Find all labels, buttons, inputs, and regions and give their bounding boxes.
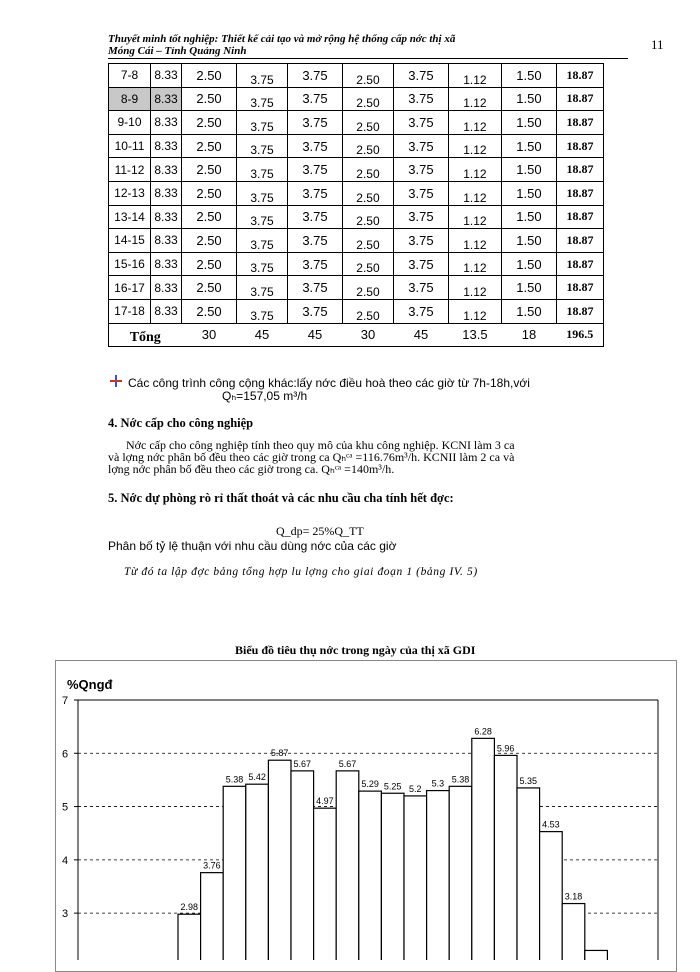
data-label: 3.18 xyxy=(564,891,583,902)
value-cell: 3.75 xyxy=(393,87,448,111)
value-cell: 2.50 xyxy=(343,111,394,135)
y-axis-label: %Qngđ xyxy=(67,677,113,692)
value-cell: 3.75 xyxy=(237,158,288,182)
value-cell: 3.75 xyxy=(287,158,342,182)
value-cell: 3.75 xyxy=(393,64,448,88)
y-tick-label: 6 xyxy=(62,748,69,761)
data-label: 5.67 xyxy=(293,758,312,769)
total-cell: 18.87 xyxy=(557,205,604,229)
total-cell: 18.87 xyxy=(557,252,604,276)
value-cell: 2.50 xyxy=(182,181,237,205)
y-tick-label: 3 xyxy=(62,908,69,921)
hour-cell: 16-17 xyxy=(109,276,151,300)
value-cell: 1.50 xyxy=(501,64,556,88)
value-cell: 2.50 xyxy=(343,276,394,300)
value-cell: 3.75 xyxy=(287,111,342,135)
value-cell: 1.50 xyxy=(501,252,556,276)
total-cell: 18.87 xyxy=(557,158,604,182)
value-cell: 2.50 xyxy=(343,181,394,205)
value-cell: 1.12 xyxy=(448,205,501,229)
sum-cell: 45 xyxy=(287,323,342,346)
section-5-heading: 5. Nớc dự phòng rò rỉ thất thoát và các nhu cầu cha tính hết đợc: xyxy=(108,491,454,505)
data-label: 4.97 xyxy=(316,796,334,807)
bar xyxy=(404,796,427,960)
value-cell: 3.75 xyxy=(237,134,288,158)
value-cell: 2.50 xyxy=(182,64,237,88)
bar xyxy=(562,904,585,960)
value-cell: 2.50 xyxy=(343,299,394,323)
bar xyxy=(268,760,291,960)
value-cell: 2.50 xyxy=(343,87,394,111)
bar xyxy=(178,914,201,960)
value-cell: 3.75 xyxy=(393,134,448,158)
value-cell: 3.75 xyxy=(287,205,342,229)
data-label: 2.98 xyxy=(180,902,199,913)
bar xyxy=(336,771,359,960)
value-cell: 3.75 xyxy=(393,181,448,205)
value-cell: 3.75 xyxy=(237,252,288,276)
value-cell: 3.75 xyxy=(287,229,342,253)
total-label: Tổng xyxy=(109,323,182,346)
header-line-1: Thuyết minh tốt nghiệp: Thiết kế cải tạo và mở rộng hệ thống cấp nớc thị xã xyxy=(108,33,456,45)
q-cell: 8.33 xyxy=(151,111,182,135)
data-label: 3.76 xyxy=(203,860,221,871)
bar xyxy=(359,791,382,960)
q-cell: 8.33 xyxy=(151,158,182,182)
data-label: 5.38 xyxy=(225,774,244,785)
data-label: 5.96 xyxy=(496,743,515,754)
sum-cell: 45 xyxy=(237,323,288,346)
chart-title: Biểu đồ tiêu thụ nớc trong ngày của thị xã GDI xyxy=(235,643,476,657)
bullet-line-1: Các công trình công cộng khác:lấy nớc điều hoà theo các giờ từ 7h-18h,với xyxy=(128,376,530,390)
hour-cell: 14-15 xyxy=(109,229,151,253)
bar xyxy=(540,832,563,960)
bar xyxy=(246,784,269,960)
value-cell: 3.75 xyxy=(393,205,448,229)
data-label: 5.67 xyxy=(338,758,357,769)
value-cell: 2.50 xyxy=(343,134,394,158)
data-label: 5.3 xyxy=(431,778,445,789)
formula: Q_dp= 25%Q_TT xyxy=(276,524,364,538)
hour-cell: 15-16 xyxy=(109,252,151,276)
y-tick-label: 7 xyxy=(62,695,69,707)
data-label: 5.87 xyxy=(270,748,289,759)
total-cell: 18.87 xyxy=(557,134,604,158)
value-cell: 3.75 xyxy=(393,229,448,253)
q-cell: 8.33 xyxy=(151,205,182,229)
data-label: 5.25 xyxy=(383,781,402,792)
value-cell: 1.50 xyxy=(501,181,556,205)
bar xyxy=(314,808,337,960)
data-label: 5.42 xyxy=(248,772,266,783)
bar xyxy=(223,786,246,960)
hour-cell: 10-11 xyxy=(109,134,151,158)
value-cell: 3.75 xyxy=(287,252,342,276)
value-cell: 1.50 xyxy=(501,229,556,253)
bar xyxy=(381,793,404,960)
value-cell: 2.50 xyxy=(343,158,394,182)
hour-cell: 9-10 xyxy=(109,111,151,135)
total-cell: 18.87 xyxy=(557,111,604,135)
y-tick-label: 5 xyxy=(62,801,69,814)
value-cell: 3.75 xyxy=(237,181,288,205)
value-cell: 1.50 xyxy=(501,111,556,135)
section-5-line-1: Phân bố tỷ lệ thuận với nhu cầu dùng nớc của các giờ xyxy=(108,539,397,553)
data-label: 6.28 xyxy=(474,726,492,737)
value-cell: 3.75 xyxy=(237,64,288,88)
value-cell: 3.75 xyxy=(393,158,448,182)
value-cell: 1.50 xyxy=(501,299,556,323)
total-cell: 18.87 xyxy=(557,64,604,88)
value-cell: 1.50 xyxy=(501,205,556,229)
value-cell: 3.75 xyxy=(287,181,342,205)
total-cell: 18.87 xyxy=(557,299,604,323)
data-label: 5.2 xyxy=(409,783,422,794)
q-cell: 8.33 xyxy=(151,134,182,158)
grand-total: 196.5 xyxy=(557,323,604,346)
value-cell: 3.75 xyxy=(237,111,288,135)
value-cell: 1.50 xyxy=(501,158,556,182)
value-cell: 2.50 xyxy=(182,87,237,111)
value-cell: 3.75 xyxy=(287,299,342,323)
sum-cell: 30 xyxy=(343,323,394,346)
page-number: 11 xyxy=(651,37,664,52)
value-cell: 1.12 xyxy=(448,299,501,323)
bar xyxy=(585,950,608,960)
value-cell: 3.75 xyxy=(237,299,288,323)
bar xyxy=(427,791,450,960)
value-cell: 2.50 xyxy=(182,134,237,158)
hour-cell: 13-14 xyxy=(109,205,151,229)
value-cell: 2.50 xyxy=(343,252,394,276)
sum-cell: 45 xyxy=(393,323,448,346)
value-cell: 1.12 xyxy=(448,229,501,253)
hour-cell: 17-18 xyxy=(109,299,151,323)
value-cell: 2.50 xyxy=(182,205,237,229)
value-cell: 3.75 xyxy=(393,111,448,135)
section-4-heading: 4. Nớc cấp cho công nghiệp xyxy=(108,416,254,430)
value-cell: 3.75 xyxy=(393,276,448,300)
hour-cell: 12-13 xyxy=(109,181,151,205)
q-cell: 8.33 xyxy=(151,181,182,205)
value-cell: 2.50 xyxy=(182,229,237,253)
bar xyxy=(449,786,472,960)
value-cell: 1.12 xyxy=(448,87,501,111)
value-cell: 3.75 xyxy=(287,64,342,88)
header-line-2: Móng Cái – Tỉnh Quảng Ninh xyxy=(108,45,247,57)
value-cell: 2.50 xyxy=(343,229,394,253)
value-cell: 1.12 xyxy=(448,252,501,276)
hour-cell: 7-8 xyxy=(109,64,151,88)
sum-cell: 13.5 xyxy=(448,323,501,346)
value-cell: 3.75 xyxy=(393,252,448,276)
value-cell: 1.50 xyxy=(501,87,556,111)
section-4-line-1: Nớc cấp cho công nghiệp tính theo quy mô của khu công nghiệp. KCNI làm 3 ca xyxy=(126,438,515,452)
value-cell: 3.75 xyxy=(287,87,342,111)
q-cell: 8.33 xyxy=(151,229,182,253)
value-cell: 2.50 xyxy=(343,64,394,88)
q-cell: 8.33 xyxy=(151,276,182,300)
value-cell: 1.12 xyxy=(448,276,501,300)
value-cell: 1.12 xyxy=(448,181,501,205)
q-cell: 8.33 xyxy=(151,252,182,276)
y-tick-label: 4 xyxy=(62,854,69,867)
value-cell: 2.50 xyxy=(182,111,237,135)
value-cell: 2.50 xyxy=(343,205,394,229)
bar xyxy=(201,873,224,960)
value-cell: 1.12 xyxy=(448,64,501,88)
value-cell: 3.75 xyxy=(287,276,342,300)
value-cell: 2.50 xyxy=(182,252,237,276)
bar xyxy=(472,738,495,960)
hour-cell: 11-12 xyxy=(109,158,151,182)
data-label: 5.29 xyxy=(361,779,379,790)
sum-cell: 30 xyxy=(182,323,237,346)
bullet-line-2: Qₕ=157,05 m³/h xyxy=(222,389,308,403)
data-label: 4.53 xyxy=(542,819,560,830)
value-cell: 3.75 xyxy=(237,229,288,253)
value-cell: 2.50 xyxy=(182,158,237,182)
value-cell: 1.12 xyxy=(448,134,501,158)
section-4-line-3: lợng nớc phân bố đều theo các giờ trong ca. Qₕᶜᵃ =140m³/h. xyxy=(108,462,395,476)
sum-cell: 18 xyxy=(501,323,556,346)
value-cell: 3.75 xyxy=(237,87,288,111)
total-cell: 18.87 xyxy=(557,181,604,205)
value-cell: 1.12 xyxy=(448,158,501,182)
q-cell: 8.33 xyxy=(151,87,182,111)
data-label: 5.38 xyxy=(451,774,470,785)
bar xyxy=(494,755,517,960)
total-cell: 18.87 xyxy=(557,229,604,253)
data-label: 5.35 xyxy=(519,775,538,786)
value-cell: 1.50 xyxy=(501,134,556,158)
value-cell: 2.50 xyxy=(182,276,237,300)
total-cell: 18.87 xyxy=(557,276,604,300)
value-cell: 1.12 xyxy=(448,111,501,135)
value-cell: 2.50 xyxy=(182,299,237,323)
value-cell: 3.75 xyxy=(237,276,288,300)
bar xyxy=(517,788,540,960)
value-cell: 3.75 xyxy=(287,134,342,158)
value-cell: 3.75 xyxy=(393,299,448,323)
q-cell: 8.33 xyxy=(151,299,182,323)
q-cell: 8.33 xyxy=(151,64,182,88)
table-reference: Từ đó ta lập đợc bảng tổng hợp lu lợng cho giai đoạn 1 (bảng IV. 5) xyxy=(124,566,478,578)
bar xyxy=(291,771,314,960)
total-cell: 18.87 xyxy=(557,87,604,111)
hour-cell: 8-9 xyxy=(109,87,151,111)
value-cell: 3.75 xyxy=(237,205,288,229)
section-4-line-2: và lợng nớc phân bố đều theo các giờ trong ca Qₕᶜᵃ =116.76m³/h. KCNII làm 2 ca và xyxy=(108,450,515,464)
value-cell: 1.50 xyxy=(501,276,556,300)
